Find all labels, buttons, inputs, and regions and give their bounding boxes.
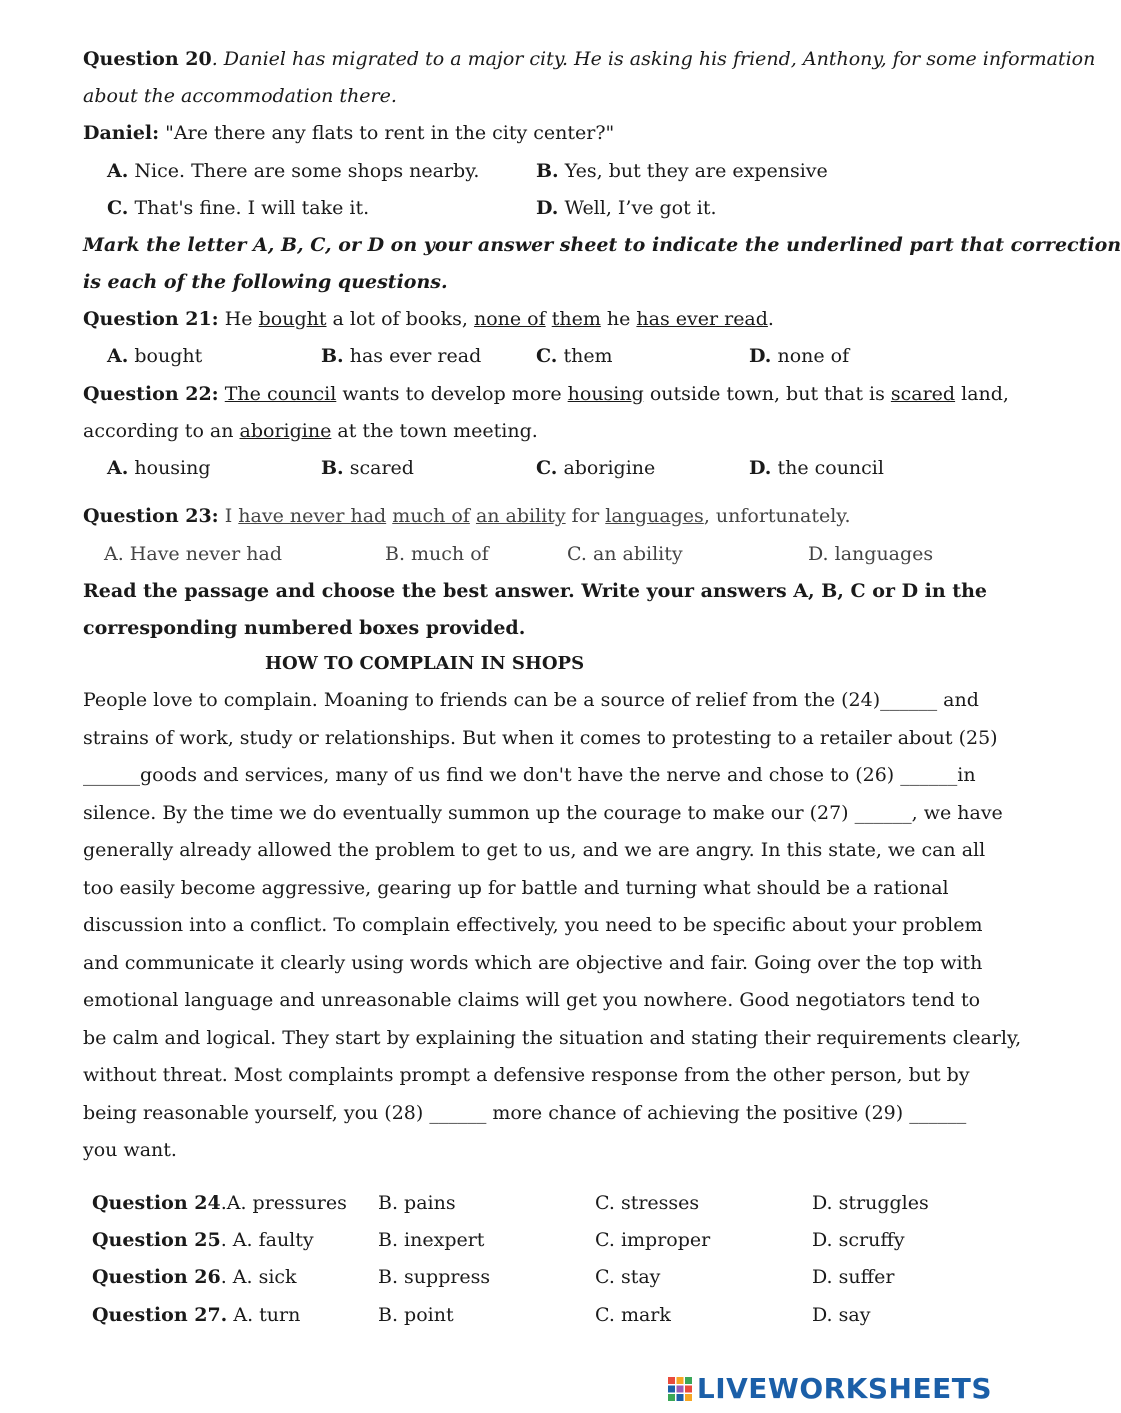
q23-label: Question 23:: [83, 505, 219, 527]
q23-option-c[interactable]: C. an ability: [567, 543, 683, 565]
q21-underlined-c: them: [551, 308, 601, 330]
q21-option-b[interactable]: B. has ever read: [321, 345, 482, 367]
q20-option-c[interactable]: C. That's fine. I will take it.: [107, 197, 370, 219]
liveworksheets-logo-icon: [667, 1376, 693, 1402]
q25-option-c[interactable]: C. improper: [595, 1229, 711, 1251]
passage-line: ______goods and services, many of us find we don't have the nerve and chose to (26) ______in: [83, 764, 976, 786]
q20-prompt-line2: [83, 85, 397, 107]
q20-dialogue: [83, 122, 614, 144]
q22-sentence-line2: according to an aborigine at the town meeting.: [83, 420, 538, 442]
instruction-2-line2: corresponding numbered boxes provided.: [83, 617, 526, 639]
passage-line: strains of work, study or relationships. But when it comes to protesting to a retailer about (25): [83, 727, 998, 749]
q25-label: Question 25. A. faulty: [92, 1229, 314, 1251]
q24-label: Question 24.A. pressures: [92, 1192, 347, 1214]
q25-option-b[interactable]: B. inexpert: [378, 1229, 485, 1251]
q21-underlined-b: has ever read: [636, 308, 768, 330]
liveworksheets-logo-text: LIVEWORKSHEETS: [696, 1372, 992, 1405]
q23-option-b[interactable]: B. much of: [385, 543, 489, 565]
passage-line: being reasonable yourself, you (28) ______ more chance of achieving the positive (29) ______: [83, 1102, 967, 1124]
q22-sentence-line1: Question 22: The council wants to develop more housing outside town, but that is scared land,: [83, 383, 1009, 405]
instruction-2-line1: Read the passage and choose the best answer. Write your answers A, B, C or D in the: [83, 580, 987, 602]
q24-option-d[interactable]: D. struggles: [812, 1192, 929, 1214]
q27-option-a[interactable]: A. turn: [233, 1304, 301, 1326]
passage-line: be calm and logical. They start by explaining the situation and stating their requirements clearly,: [83, 1027, 1022, 1049]
q23-option-d[interactable]: D. languages: [808, 543, 934, 565]
q27-option-c[interactable]: C. mark: [595, 1304, 671, 1326]
q21-option-a[interactable]: A. bought: [107, 345, 203, 367]
q22-label: Question 22:: [83, 383, 219, 405]
q20-quote: "Are there any flats to rent in the city center?": [159, 122, 615, 144]
q24-option-b[interactable]: B. pains: [378, 1192, 456, 1214]
instruction-1-line2: is each of the following questions.: [83, 271, 448, 293]
passage-line: and communicate it clearly using words which are objective and fair. Going over the top with: [83, 952, 983, 974]
q24-option-c[interactable]: C. stresses: [595, 1192, 700, 1214]
q23-option-a[interactable]: A. Have never had: [104, 543, 283, 565]
q26-option-c[interactable]: C. stay: [595, 1266, 661, 1288]
q20-label: Question 20: [83, 48, 212, 70]
q21-sentence: Question 21: He bought a lot of books, none of them he has ever read.: [83, 308, 774, 330]
q20-option-d[interactable]: D. Well, I’ve got it.: [536, 197, 717, 219]
instruction-1-line1: Mark the letter A, B, C, or D on your answer sheet to indicate the underlined part that correction: [83, 234, 1121, 256]
q21-underlined-a: bought: [258, 308, 327, 330]
q20-option-b[interactable]: B. Yes, but they are expensive: [536, 160, 828, 182]
q21-option-d[interactable]: D. none of: [749, 345, 850, 367]
passage-line: you want.: [83, 1139, 177, 1161]
passage-title: HOW TO COMPLAIN IN SHOPS: [265, 653, 585, 674]
q27-option-b[interactable]: B. point: [378, 1304, 454, 1326]
passage-line: discussion into a conflict. To complain effectively, you need to be specific about your problem: [83, 914, 983, 936]
passage-line: generally already allowed the problem to get to us, and we are angry. In this state, we can all: [83, 839, 986, 861]
q20-prompt-text: . Daniel has migrated to a major city. He is asking his friend, Anthony, for some information: [211, 48, 1096, 70]
q21-option-c[interactable]: C. them: [536, 345, 613, 367]
passage-line: silence. By the time we do eventually summon up the courage to make our (27) ______, we have: [83, 802, 1003, 824]
q22-option-b[interactable]: B. scared: [321, 457, 414, 479]
passage-line: emotional language and unreasonable claims will get you nowhere. Good negotiators tend to: [83, 989, 981, 1011]
q24-option-a[interactable]: A. pressures: [226, 1192, 347, 1214]
q27-label: Question 27. A. turn: [92, 1304, 301, 1326]
q20-prompt-text-2: about the accommodation there.: [83, 85, 397, 107]
q22-option-c[interactable]: C. aborigine: [536, 457, 656, 479]
q26-label: Question 26. A. sick: [92, 1266, 297, 1288]
q23-sentence: Question 23: I have never had much of an ability for languages, unfortunately.: [83, 505, 851, 527]
q20-prompt-line1: [83, 48, 1095, 70]
q26-option-d[interactable]: D. suffer: [812, 1266, 895, 1288]
passage-line: too easily become aggressive, gearing up for battle and turning what should be a rational: [83, 877, 949, 899]
q27-option-d[interactable]: D. say: [812, 1304, 871, 1326]
q25-option-d[interactable]: D. scruffy: [812, 1229, 905, 1251]
q22-option-a[interactable]: A. housing: [107, 457, 211, 479]
q20-speaker: Daniel:: [83, 122, 160, 144]
q22-option-d[interactable]: D. the council: [749, 457, 884, 479]
q26-option-a[interactable]: A. sick: [232, 1266, 297, 1288]
q21-underlined-d: none of: [473, 308, 546, 330]
q26-option-b[interactable]: B. suppress: [378, 1266, 491, 1288]
q20-option-a[interactable]: A. Nice. There are some shops nearby.: [107, 160, 480, 182]
q25-option-a[interactable]: A. faulty: [232, 1229, 314, 1251]
passage-line: People love to complain. Moaning to friends can be a source of relief from the (24)______ and: [83, 689, 979, 711]
passage-line: without threat. Most complaints prompt a defensive response from the other person, but by: [83, 1064, 970, 1086]
liveworksheets-logo[interactable]: [667, 1372, 992, 1405]
q21-label: Question 21:: [83, 308, 219, 330]
